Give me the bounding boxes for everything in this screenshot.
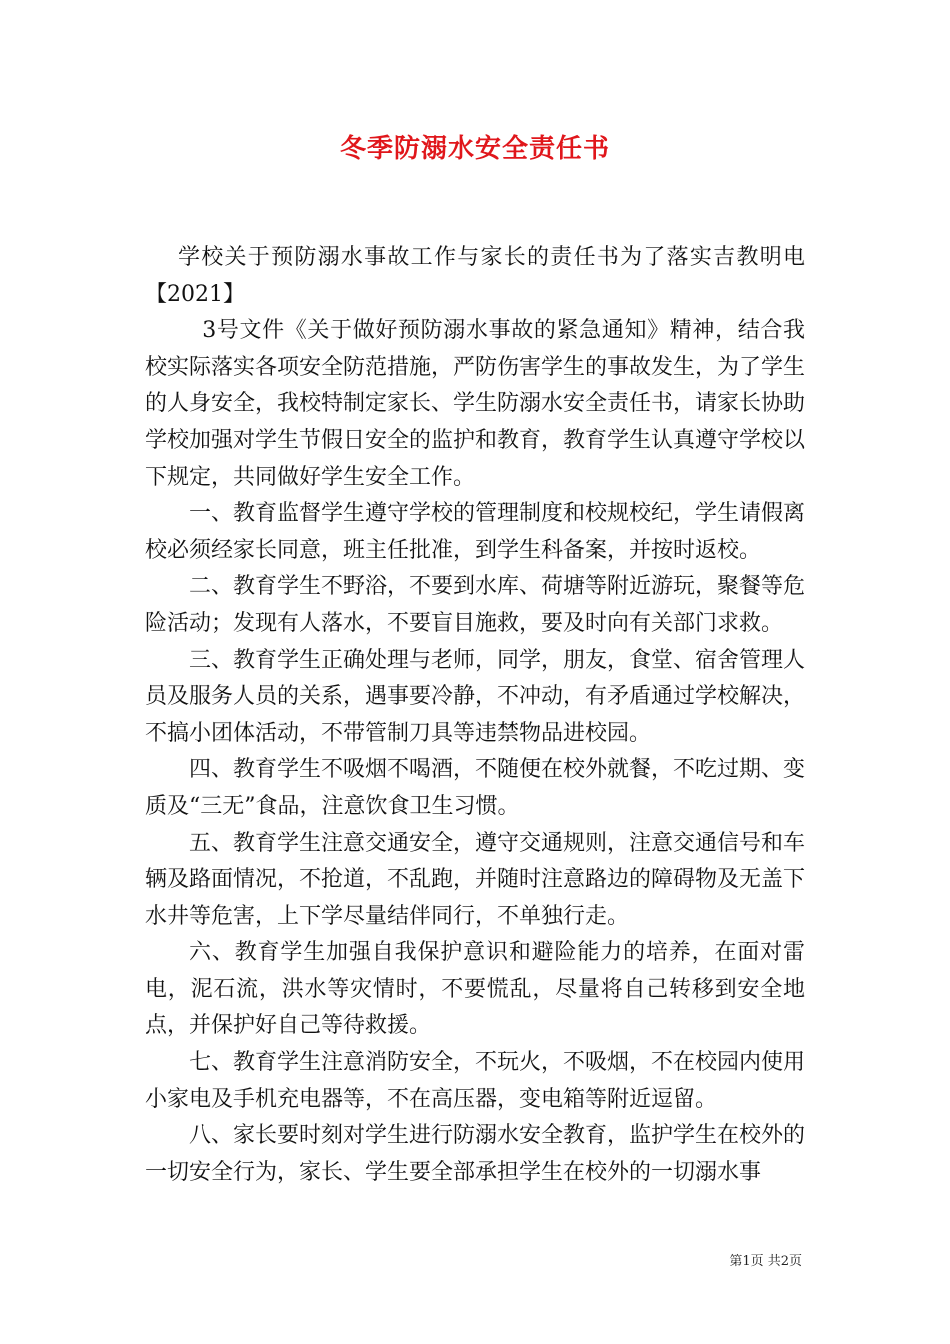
paragraph-item-2: 二、教育学生不野浴，不要到水库、荷塘等附近游玩，聚餐等危险活动；发现有人落水，不要盲目施救，要及时向有关部门求救。 bbox=[145, 574, 806, 636]
paragraph-item-1: 一、教育监督学生遵守学校的管理制度和校规校纪，学生请假离校必须经家长同意，班主任批准，到学生科备案，并按时返校。 bbox=[145, 501, 806, 563]
paragraph-item-6: 六、教育学生加强自我保护意识和避险能力的培养，在面对雷电，泥石流，洪水等灾情时，不要慌乱，尽量将自己转移到安全地点，并保护好自己等待救援。 bbox=[145, 940, 805, 1039]
paragraph-item-4: 四、教育学生不吸烟不喝酒，不随便在校外就餐，不吃过期、变质及“三无”食品，注意饮食卫生习惯。 bbox=[145, 757, 806, 819]
paragraph-item-5: 五、教育学生注意交通安全，遵守交通规则，注意交通信号和车辆及路面情况，不抢道，不乱跑，并随时注意路边的障碍物及无盖下水井等危害，上下学尽量结伴同行，不单独行走。 bbox=[145, 830, 806, 929]
paragraph-item-8: 八、家长要时刻对学生进行防溺水安全教育，监护学生在校外的一切安全行为，家长、学生要全部承担学生在校外的一切溺水事 bbox=[145, 1123, 806, 1185]
paragraph-intro: 学校关于预防溺水事故工作与家长的责任书为了落实吉教明电【2021】 bbox=[145, 245, 805, 307]
paragraph-preamble: 3号文件《关于做好预防溺水事故的紧急通知》精神，结合我校实际落实各项安全防范措施，严防伤害学生的事故发生，为了学生的人身安全，我校特制定家长、学生防溺水安全责任书，请家长协助学校加强对学生节假日安全的监护和教育，教育学生认真遵守学校以下规定，共同做好学生安全工作。 bbox=[145, 318, 806, 490]
paragraph-item-7: 七、教育学生注意消防安全，不玩火，不吸烟，不在校园内使用小家电及手机充电器等，不在高压器，变电箱等附近逗留。 bbox=[145, 1050, 806, 1112]
page-number: 第1页 共2页 bbox=[729, 1254, 802, 1269]
document-body bbox=[145, 240, 805, 1191]
paragraph-item-3: 三、教育学生正确处理与老师，同学，朋友，食堂、宿舍管理人员及服务人员的关系，遇事要冷静，不冲动，有矛盾通过学校解决，不搞小团体活动，不带管制刀具等违禁物品进校园。 bbox=[145, 647, 806, 746]
document-title: 冬季防溺水安全责任书 bbox=[339, 134, 610, 164]
